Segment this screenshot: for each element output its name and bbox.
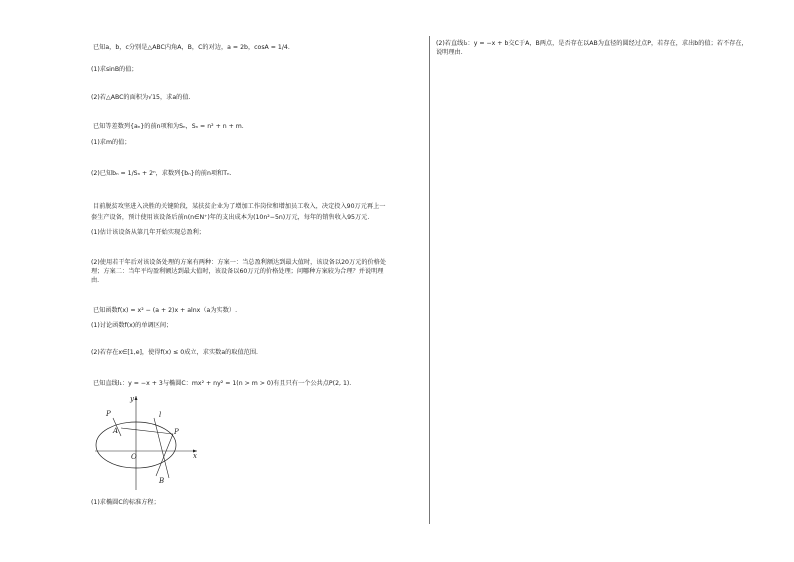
label-o: O <box>131 453 137 461</box>
p5-q1: (1)求椭圆C的标准方程； <box>91 499 160 506</box>
p5-q2-line1: (2)若直线l₂：y = −x + b交C于A，B两点，是否存在以AB为直径的圆经过点P，若存在，求出b的值；若不存在， <box>436 40 748 47</box>
p4-q2: (2)若存在x∈[1,e]，使得f(x) ≤ 0成立，求实数a的取值范围. <box>91 349 259 356</box>
p1-q2: (2)若△ABC的面积为√15，求a的值. <box>91 94 191 101</box>
p1-stem: 已知a，b，c分别是△ABC内角A，B，C的对边，a = 2b，cosA = 1/4. <box>93 44 290 51</box>
label-b: B <box>159 477 165 485</box>
p5-stem: 已知直线l₁：y = −x + 3与椭圆C：mx² + ny² = 1(n > m > 0)有且只有一个公共点P(2, 1). <box>93 380 352 387</box>
label-p-right: P <box>174 428 179 436</box>
p3-q2-line1: (2)使用若干年后对该设备处理的方案有两种：方案一：当总盈利额达到最大值时，该设备以20万元的价格处 <box>91 259 387 266</box>
label-y: y <box>130 395 134 403</box>
p4-q1: (1)讨论函数f(x)的单调区间； <box>91 322 173 329</box>
p3-stem-line2: 套生产设备，预计使用该设备后前n(n∈N⁺)年的支出成本为(10n²−5n)万元，每年的销售收入95万元. <box>91 214 370 221</box>
label-x: x <box>193 452 197 460</box>
p3-q2-line3: 由. <box>91 277 100 284</box>
p2-q1: (1)求m的值； <box>91 139 131 146</box>
p3-q2-line2: 理；方案二：当年平均盈利额达到最大值时，该设备以60万元的价格处理；问哪种方案较为合理？并说明理 <box>91 268 384 275</box>
p4-stem: 已知函数f(x) = x² − (a + 2)x + alnx（a为实数）. <box>93 307 238 314</box>
ellipse-figure <box>93 392 203 492</box>
column-divider <box>429 36 430 524</box>
p5-q2-line2: 说明理由. <box>436 49 463 56</box>
p3-q1: (1)估计该设备从第几年开始实现总盈利； <box>91 229 205 236</box>
y-axis-arrow <box>135 396 138 400</box>
chord-pb <box>156 434 173 476</box>
p2-q2: (2)已知bₙ = 1/Sₙ + 2ⁿ，求数列{bₙ}的前n项和Tₙ. <box>91 170 232 177</box>
p2-stem: 已知等差数列{aₙ}的前n项和为Sₙ，Sₙ = n² + n + m. <box>93 123 244 130</box>
label-l: l <box>159 411 162 419</box>
p1-q1: (1)求sinB的值； <box>91 66 138 73</box>
label-p-top: P <box>106 410 111 418</box>
p3-stem-line1: 目前脱贫攻坚进入决胜的关键阶段，某扶贫企业为了增加工作岗位和增加员工收入，决定投入90万元再上一 <box>93 203 386 210</box>
label-a: A <box>113 427 119 435</box>
